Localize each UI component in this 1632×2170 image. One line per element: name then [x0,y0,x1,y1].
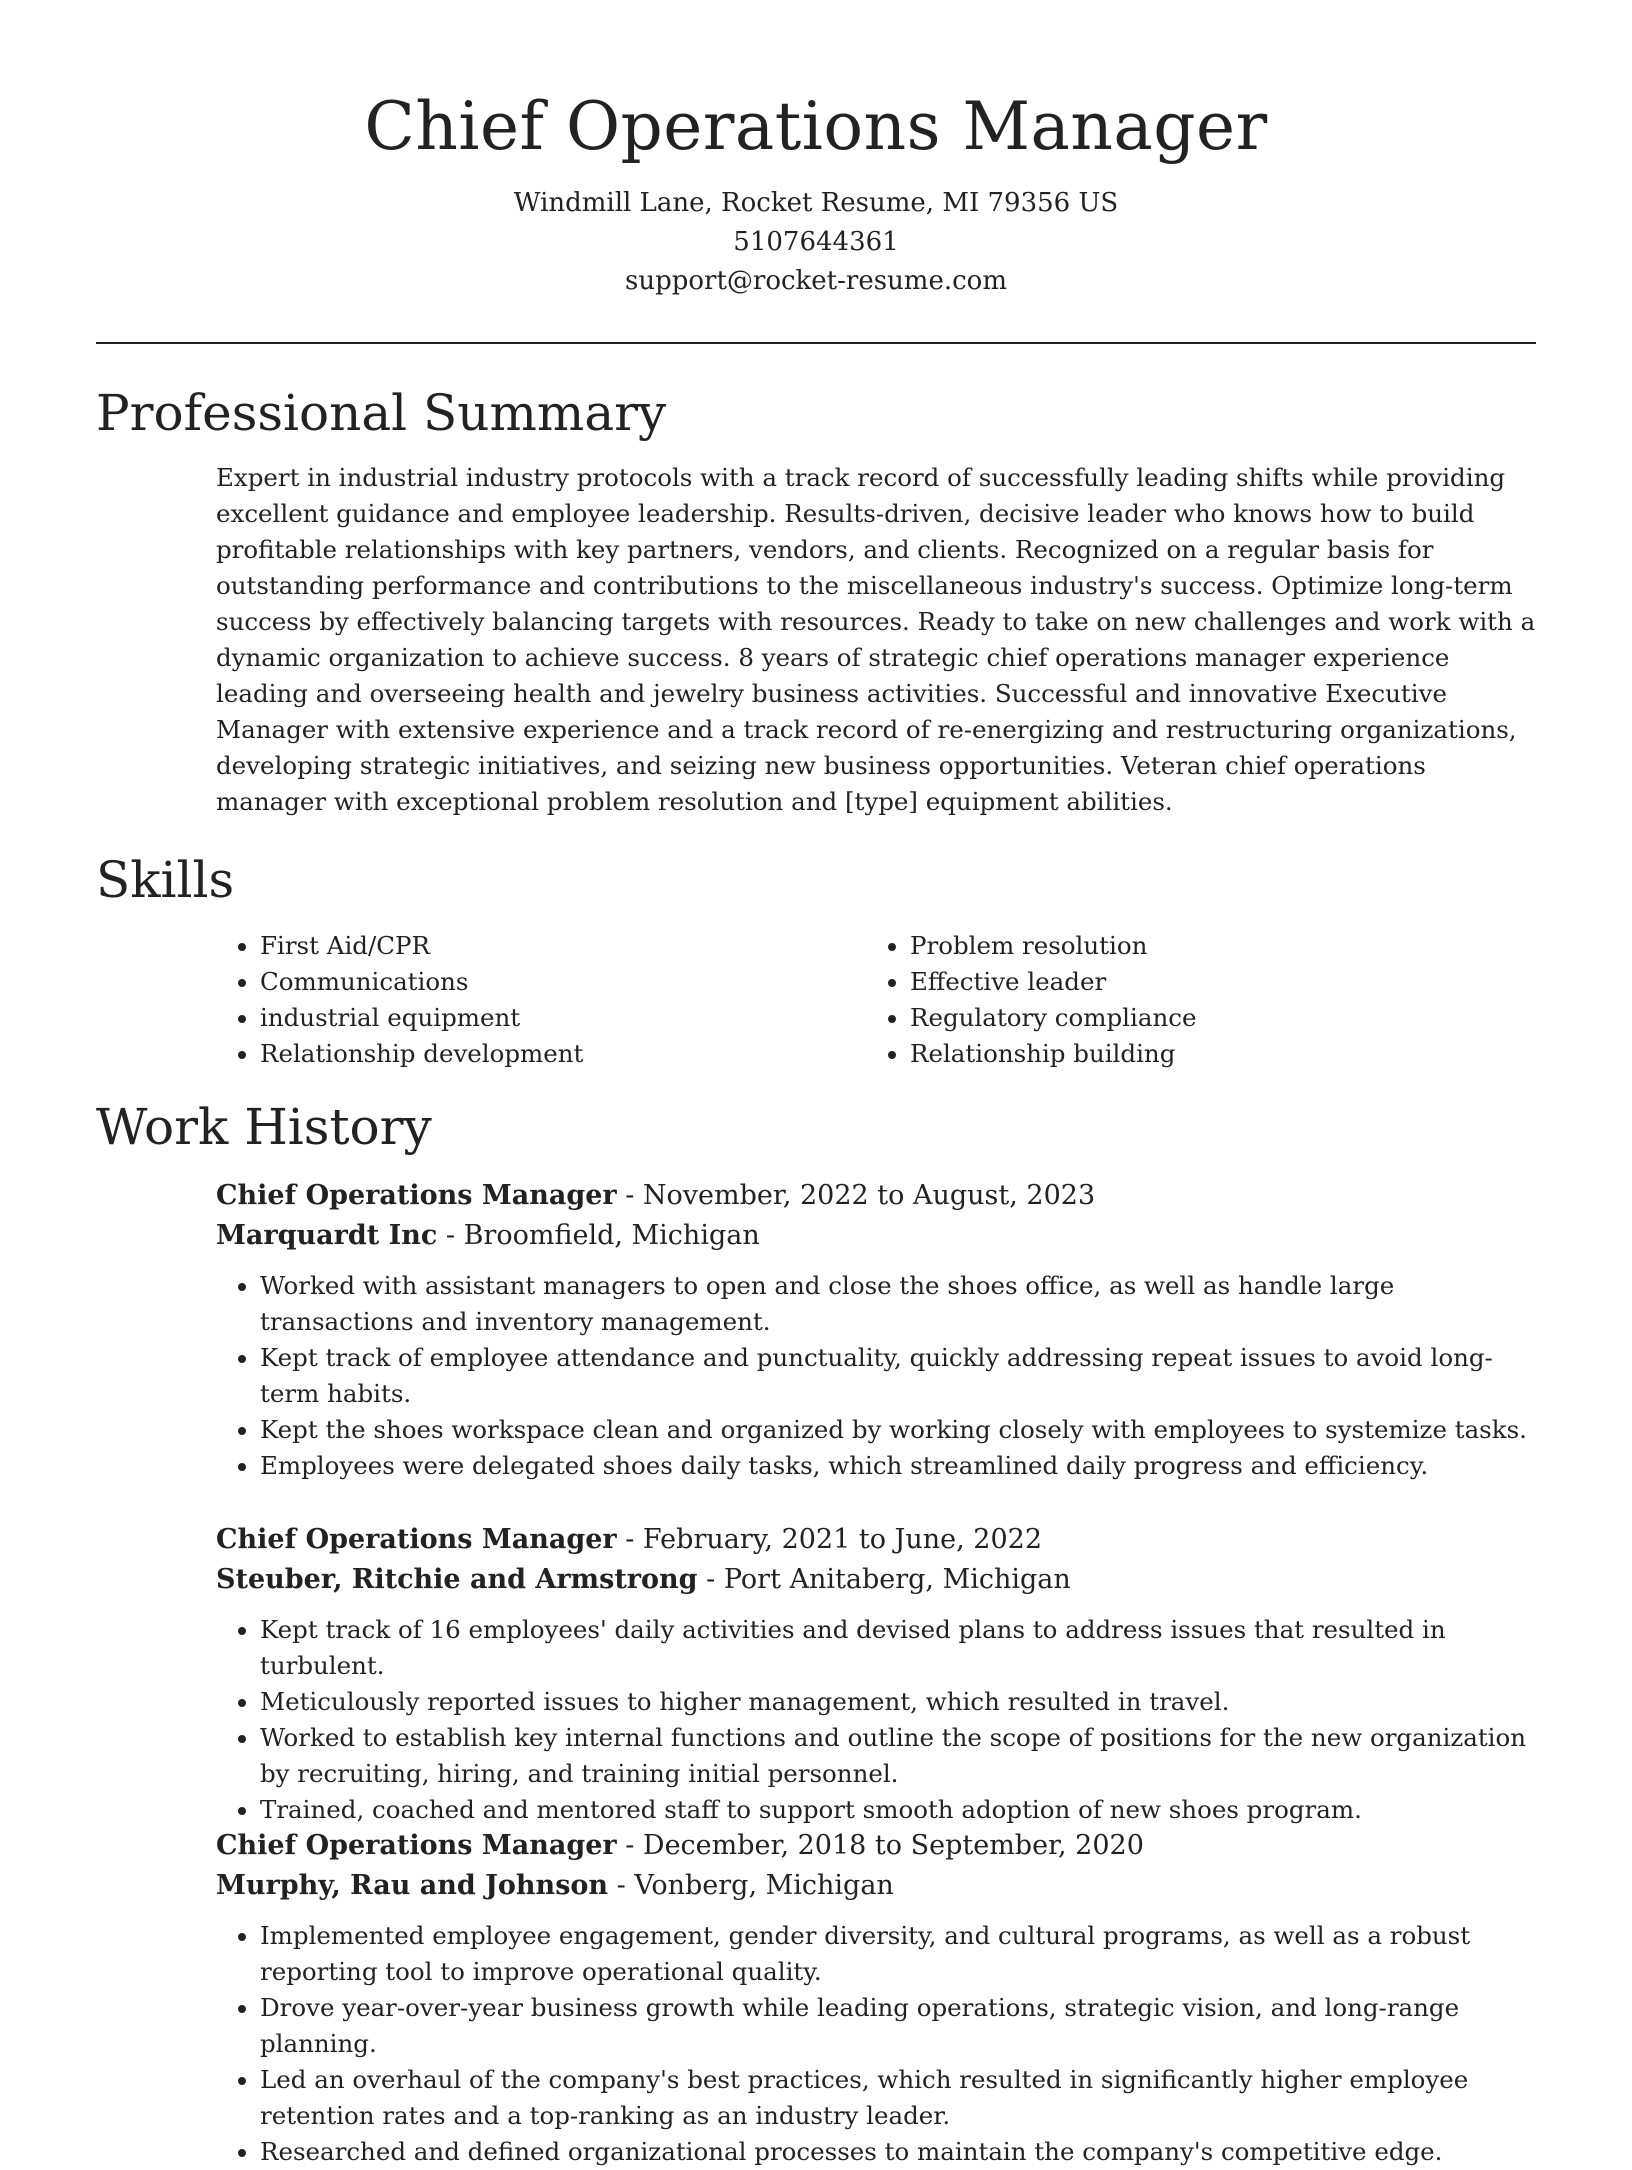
job-company: Marquardt Inc [216,1220,438,1251]
skills-column-right [866,928,1516,1072]
job-company-line: Steuber, Ritchie and Armstrong - Port Anitaberg, Michigan [216,1564,1071,1595]
summary-text: Expert in industrial industry protocols with a track record of successfully leading shifts while providing excellent guidance and employee leadership. Results-driven, decisive leader who knows how to build profitable relationships with key partners, vendors, and clients. Recognized on a regular basis for outstanding performance and contributions to the miscellaneous industry's success. Optimize long-term success by effectively balancing targets with resources. Ready to take on new challenges and work with a dynamic organization to achieve success. 8 years of strategic chief operations manager experience leading and overseeing health and jewelry business activities. Successful and innovative Executive Manager with extensive experience and a track record of re-energizing and restructuring organizations, developing strategic initiatives, and seizing new business opportunities. Veteran chief operations manager with exceptional problem resolution and [type] equipment abilities. [216,463,1536,816]
skill-item: • Relationship building [910,1036,1516,1072]
job-bullet: • Kept track of employee attendance and punctuality, quickly addressing repeat issues to avoid long-term habits. [260,1340,1536,1412]
job-bullet: • Worked with assistant managers to open and close the shoes office, as well as handle large transactions and inventory management. [260,1268,1536,1340]
job-location: Port Anitaberg, Michigan [723,1564,1071,1595]
job-dates: February, 2021 to June, 2022 [642,1524,1043,1555]
job-bullets [216,1612,1536,1828]
skill-item: • Effective leader [910,964,1516,1000]
job-bullets [216,1268,1536,1484]
job-company-line: Murphy, Rau and Johnson - Vonberg, Michigan [216,1870,894,1901]
skills-column-left [216,928,866,1072]
job-company: Steuber, Ritchie and Armstrong [216,1564,698,1595]
contact-phone: 5107644361 [733,227,899,257]
job-company: Murphy, Rau and Johnson [216,1870,609,1901]
job-role: Chief Operations Manager [216,1830,617,1861]
job-bullet: • Kept the shoes workspace clean and organized by working closely with employees to systemize tasks. [260,1412,1536,1448]
job-location: Vonberg, Michigan [634,1870,894,1901]
skills-heading: Skills [96,851,235,909]
skill-item: • Communications [260,964,866,1000]
job-entry [216,1826,1536,2170]
job-bullet: • Led an overhaul of the company's best practices, which resulted in significantly higher employee retention rates and a top-ranking as an industry leader. [260,2062,1536,2134]
job-dates: December, 2018 to September, 2020 [642,1830,1144,1861]
skill-item: • Relationship development [260,1036,866,1072]
job-bullet: • Trained, coached and mentored staff to support smooth adoption of new shoes program. [260,1792,1536,1828]
job-title-line: Chief Operations Manager - February, 2021 to June, 2022 [216,1524,1043,1555]
job-bullet: • Implemented employee engagement, gender diversity, and cultural programs, as well as a robust reporting tool to improve operational quality. [260,1918,1536,1990]
job-bullets [216,1918,1536,2170]
job-dates: November, 2022 to August, 2023 [642,1180,1096,1211]
skill-item: • Problem resolution [910,928,1516,964]
resume-header [0,0,1632,301]
candidate-name: Chief Operations Manager [364,88,1268,165]
job-location: Broomfield, Michigan [463,1220,760,1251]
job-entry [216,1520,1536,1828]
job-title-line: Chief Operations Manager - December, 2018 to September, 2020 [216,1830,1144,1861]
job-bullet: • Kept track of 16 employees' daily activities and devised plans to address issues that resulted in turbulent. [260,1612,1536,1684]
header-divider [96,342,1536,344]
job-bullet: • Meticulously reported issues to higher management, which resulted in travel. [260,1684,1536,1720]
job-role: Chief Operations Manager [216,1524,617,1555]
job-role: Chief Operations Manager [216,1180,617,1211]
job-company-line: Marquardt Inc - Broomfield, Michigan [216,1220,760,1251]
contact-email: support@rocket-resume.com [624,266,1007,296]
job-bullet: • Employees were delegated shoes daily tasks, which streamlined daily progress and efficiency. [260,1448,1536,1484]
contact-address: Windmill Lane, Rocket Resume, MI 79356 US [513,188,1119,218]
job-bullet: • Researched and defined organizational processes to maintain the company's competitive edge. [260,2134,1536,2170]
summary-heading: Professional Summary [96,384,667,442]
job-bullet: • Drove year-over-year business growth while leading operations, strategic vision, and long-range planning. [260,1990,1536,2062]
work-history-heading: Work History [96,1098,432,1156]
job-bullet: • Worked to establish key internal functions and outline the scope of positions for the new organization by recruiting, hiring, and training initial personnel. [260,1720,1536,1792]
skill-item: • First Aid/CPR [260,928,866,964]
skill-item: • industrial equipment [260,1000,866,1036]
skill-item: • Regulatory compliance [910,1000,1516,1036]
job-title-line: Chief Operations Manager - November, 2022 to August, 2023 [216,1180,1096,1211]
job-entry [216,1176,1536,1484]
skills-list [216,928,1536,1072]
